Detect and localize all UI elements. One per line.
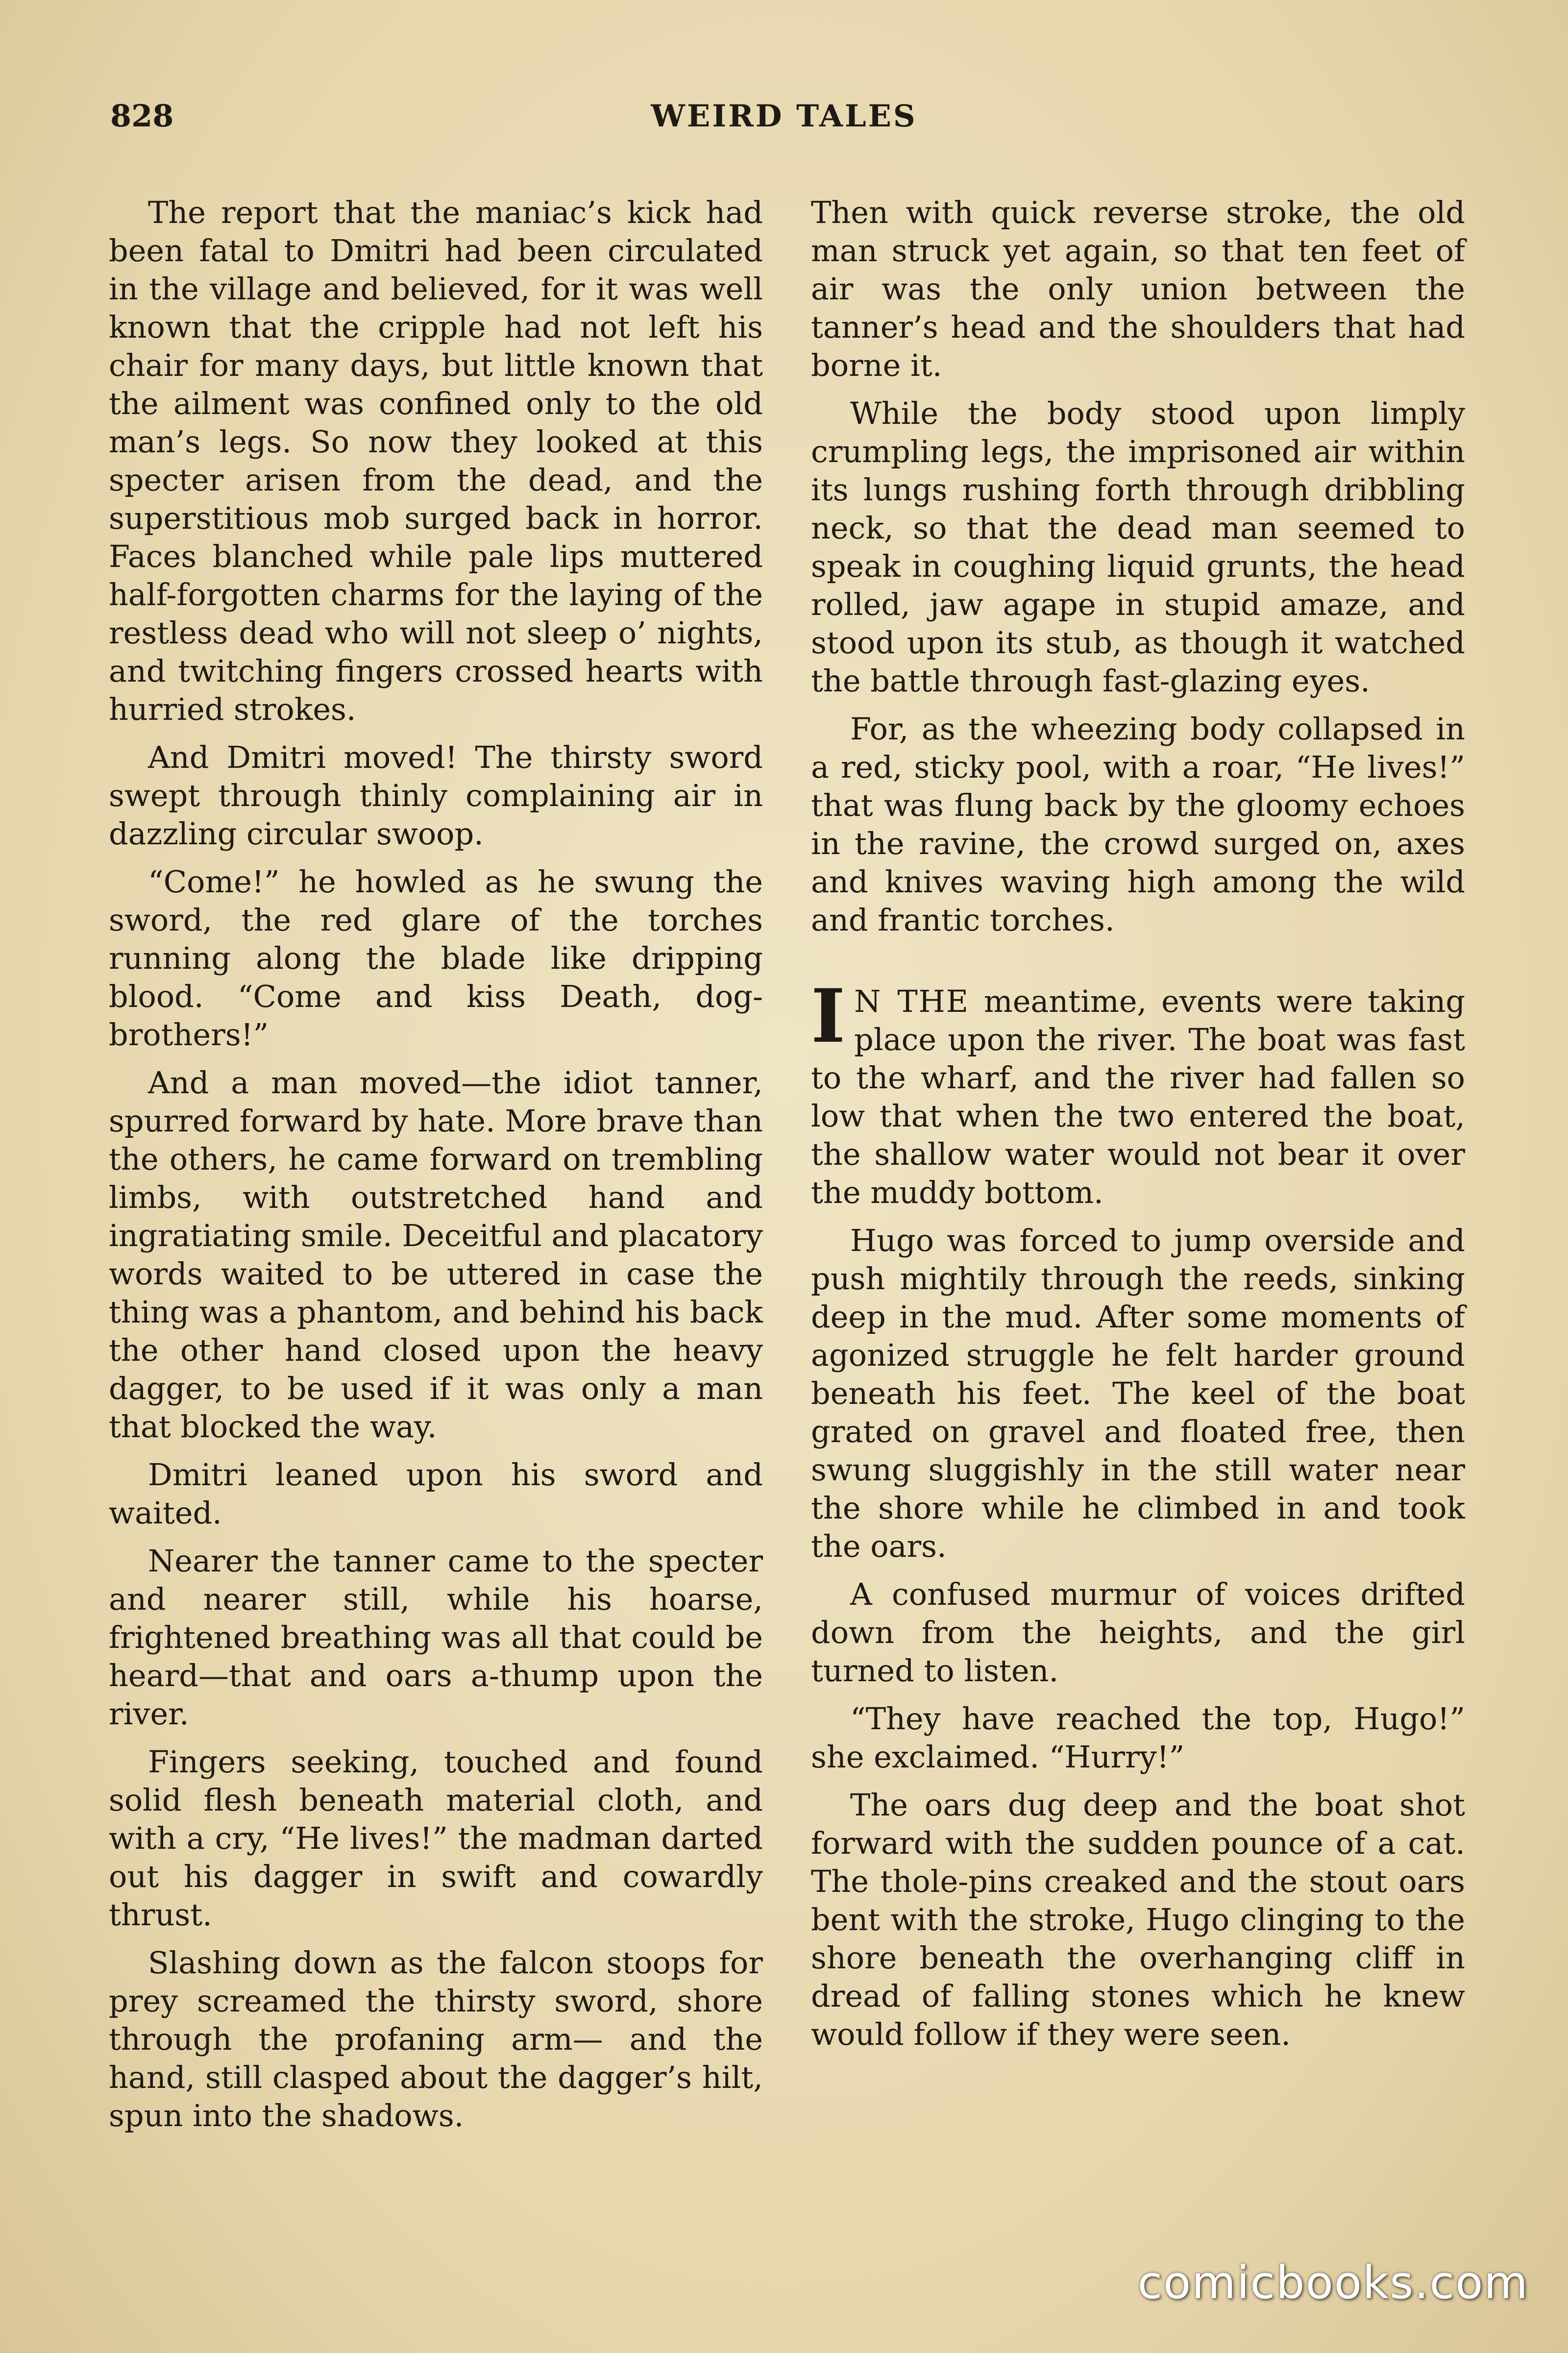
paragraph: While the body stood upon limply crumpling legs, the imprisoned air within its lungs rushing forth through dribbling neck, so that the dead man seemed to speak in coughing liquid grunts, the head rolled, jaw agape in stupid amaze, and stood upon its stub, as though it watched the battle through fast-glazing eyes. <box>811 395 1465 699</box>
paragraph: And a man moved—the idiot tanner, spurred forward by hate. More brave than the others, he came forward on trembling limbs, with outstretched hand and ingratiating smile. Deceitful and placatory words waited to be uttered in case the thing was a phantom, and behind his back the other hand closed upon the heavy dagger, to be used if it was only a man that blocked the way. <box>109 1065 763 1445</box>
paragraph: The report that the maniac’s kick had been fatal to Dmitri had been circulated in the village and believed, for it was well known that the cripple had not left his chair for many days, but little known that the ailment was confined only to the old man’s legs. So now they looked at this specter arisen from the dead, and the superstitious mob surged back in horror. Faces blanched while pale lips muttered half-forgotten charms for the laying of the restless dead who will not sleep o’ nights, and twitching fingers crossed hearts with hurried strokes. <box>109 195 763 727</box>
paragraph: Fingers seeking, touched and found solid flesh beneath material cloth, and with a cry, “He lives!” the madman darted out his dagger in swift and cowardly thrust. <box>109 1744 763 1933</box>
paragraph: Hugo was forced to jump overside and push mightily through the reeds, sinking deep in the mud. After some moments of agonized struggle he felt harder ground beneath his feet. The keel of the boat grated on gravel and floated free, then swung sluggishly in the still water near the shore while he climbed in and took the oars. <box>811 1223 1465 1564</box>
paragraph: The oars dug deep and the boat shot forward with the sudden pounce of a cat. The thole-pins creaked and the stout oars bent with the stroke, Hugo clinging to the shore beneath the overhanging cliff in dread of falling stones which he knew would follow if they were seen. <box>811 1787 1465 2052</box>
right-column <box>811 194 1465 2063</box>
small-caps-lead: N THE <box>854 983 970 1019</box>
paragraph: Dmitri leaned upon his sword and waited. <box>109 1457 763 1531</box>
drop-cap: I <box>811 973 846 1059</box>
paragraph: For, as the wheezing body collapsed in a red, sticky pool, with a roar, “He lives!” that was flung back by the gloomy echoes in the ravine, the crowd surged on, axes and knives waving high among the wild and frantic torches. <box>811 711 1465 938</box>
paragraph: Slashing down as the falcon stoops for prey screamed the thirsty sword, shore through the profaning arm— and the hand, still clasped about the dagger’s hilt, spun into the shadows. <box>109 1945 763 2133</box>
page-number: 828 <box>110 98 174 134</box>
page-header <box>110 98 1458 142</box>
paragraph: Nearer the tanner came to the specter and nearer still, while his hoarse, frightened breathing was all that could be heard—that and oars a-thump upon the river. <box>109 1543 763 1732</box>
left-column <box>109 194 763 2145</box>
running-head: WEIRD TALES <box>651 98 917 134</box>
site-watermark: comicbooks.com <box>1137 2256 1529 2309</box>
paragraph: “They have reached the top, Hugo!” she exclaimed. “Hurry!” <box>811 1701 1465 1775</box>
paragraph: “Come!” he howled as he swung the sword, the red glare of the torches running along the blade like dripping blood. “Come and kiss Death, dog-brothers!” <box>109 864 763 1053</box>
paragraph: Then with quick reverse stroke, the old man struck yet again, so that ten feet of air was the only union between the tanner’s head and the shoulders that had borne it. <box>811 195 1465 383</box>
section-opening-paragraph <box>811 973 1466 1212</box>
paragraph: And Dmitri moved! The thirsty sword swept through thinly complaining air in dazzling circular swoop. <box>109 739 763 852</box>
paragraph: A confused murmur of voices drifted down from the heights, and the girl turned to listen. <box>811 1576 1465 1689</box>
paragraph-text: meantime, events were taking place upon the river. The boat was fast to the wharf, and the river had fallen so low that when the two entered the boat, the shallow water would not bear it over the muddy bottom. <box>811 983 1466 1210</box>
